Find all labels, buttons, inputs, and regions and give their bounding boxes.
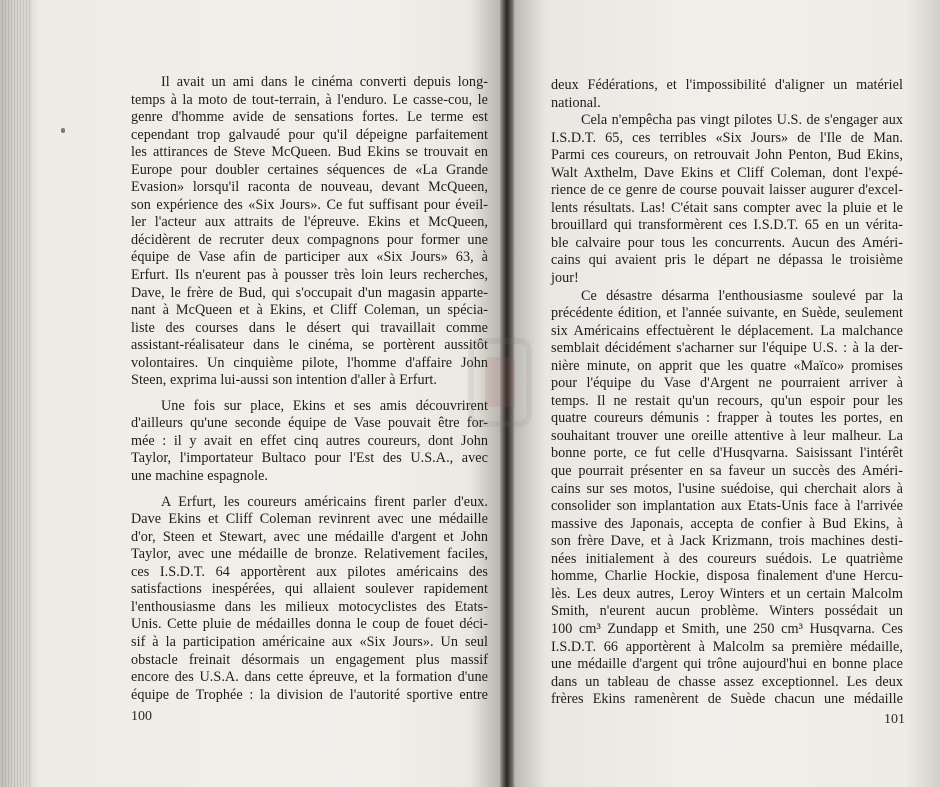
text-line: encore des U.S.A. dans cette épreuve, et la formation d'une	[131, 669, 488, 686]
text-line: massive des Japonais, accepta de confier à Bud Ekins, à	[551, 515, 903, 532]
text-line: A Erfurt, les coureurs américains firent parler d'eux.	[161, 493, 488, 510]
page-number-right: 101	[884, 712, 905, 727]
text-line: décidèrent de recruter deux compagnons pour former une	[131, 231, 488, 248]
text-line: satisfactions inespérées, qui allaient soulever rapidement	[131, 581, 488, 598]
text-line: pour l'équipe du Vase d'Argent ne pourraient arriver à	[551, 375, 903, 392]
text-line: l'enthousiasme dans les milieux motocyclistes des Etats-	[131, 598, 488, 615]
text-line: précédente édition, et l'année suivante, en Suède, seulement	[551, 305, 903, 322]
text-line: Unis. Cette pluie de médailles donna le coup de fouet déci-	[131, 616, 488, 633]
page-number-left: 100	[131, 709, 152, 724]
text-line: Parmi ces coureurs, on retrouvait John Penton, Bud Ekins,	[551, 147, 903, 164]
text-line: les attirances de Steve McQueen. Bud Ekins se trouvait en	[131, 144, 488, 161]
text-line: assistant-réalisateur dans le cinéma, se portèrent aussitôt	[131, 337, 488, 354]
text-line: cains sur ses motos, l'usine suédoise, qui cherchait alors à	[551, 480, 903, 497]
text-line: ces I.S.D.T. 64 apportèrent aux pilotes américains des	[131, 563, 488, 580]
text-line: que pourrait présenter en sa faveur un succès des Améri-	[551, 463, 903, 480]
right-page-text	[551, 77, 903, 709]
text-line: homme, Charlie Hockie, disposa finalement d'une Hercu-	[551, 568, 903, 585]
text-line: Europe pour doubler certaines séquences de «La Grande	[131, 161, 488, 178]
text-line: ble calvaire pour tous les concurrents. Aucun des Améri-	[551, 234, 903, 251]
text-line: dans un tableau de chasse assez exceptionnel. Les deux	[551, 673, 903, 690]
text-line: six Américains effectuèrent le déplacement. La malchance	[551, 322, 903, 339]
text-line: d'ailleurs qu'une seconde équipe de Vase pouvait être for-	[131, 415, 488, 432]
text-line: deux Fédérations, et l'impossibilité d'aligner un matériel	[551, 77, 903, 93]
text-line: équipe de Vase afin de participer aux «Six Jours» 63, à	[131, 249, 488, 266]
text-line: son frère Dave, et à Jack Krizmann, trois machines desti-	[551, 533, 903, 550]
text-line: Taylor, avec une médaille de bronze. Relativement faciles,	[131, 546, 488, 563]
text-line: jour!	[551, 270, 579, 287]
text-line: lents résultats. Las! C'était sans compter avec la pluie et le	[551, 199, 903, 216]
text-line: quatre coureurs démunis : frapper à toutes les portes, en	[551, 410, 903, 427]
text-line: rience de ce genre de course pouvait laisser augurer d'excel-	[551, 182, 903, 199]
text-line: souhaitant trouver une oreille attentive à leur malheur. La	[551, 427, 903, 444]
text-line: obstacle freinait désormais un engagement plus massif	[131, 651, 488, 668]
margin-mark	[61, 128, 65, 133]
text-line: Dave Ekins et Cliff Coleman revinrent avec une médaille	[131, 511, 488, 528]
text-line: bonne porte, ce fut celle d'Husqvarna. Saisissant l'intérêt	[551, 445, 903, 462]
text-line: une médaille d'argent qui trône aujourd'hui en bonne place	[551, 656, 903, 673]
text-line: nées initialement à des coureurs suédois. Le quatrième	[551, 550, 903, 567]
text-line: cependant trop galvaudé pour qu'il dépeigne parfaitement	[131, 126, 488, 143]
text-line: Erfurt. Ils n'eurent pas à pousser très loin leurs recherches,	[131, 267, 488, 284]
left-page-text	[131, 74, 488, 704]
book-gutter	[500, 0, 514, 787]
text-line: semblait décidément s'acharner sur l'équipe U.S. : à la der-	[551, 340, 903, 357]
text-line: Steen, exprima lui-aussi son intention d'aller à Erfurt.	[131, 372, 437, 389]
text-line: consolider son implantation aux Etats-Unis face à l'arrivée	[551, 498, 903, 515]
text-line: 100 cm³ Zundapp et Smith, une 250 cm³ Husqvarna. Ces	[551, 620, 903, 637]
text-line: I.S.D.T. 66 apportèrent à Malcolm sa première médaille,	[551, 638, 903, 655]
text-line: Evasion» lorsqu'il raconta de nouveau, devant McQueen,	[131, 179, 488, 196]
text-line: frères Ekins ramenèrent de Suède chacun une médaille	[551, 691, 903, 708]
text-line: Une fois sur place, Ekins et ses amis découvrirent	[161, 397, 488, 414]
text-line: genre d'homme avide de sensations fortes. Le terme est	[131, 109, 488, 126]
text-line: Walt Axthelm, Dave Ekins et Cliff Coleman, dont l'expé-	[551, 164, 903, 181]
text-line: sif à la participation américaine aux «Six Jours». Un seul	[131, 633, 488, 650]
text-line: son expérience des «Six Jours». Ce fut suffisant pour éveil-	[131, 196, 488, 213]
text-line: volontaires. Un cinquième pilote, l'homme d'affaire John	[131, 354, 488, 371]
text-line: Ce désastre désarma l'enthousiasme soulevé par la	[581, 287, 903, 304]
text-line: I.S.D.T. 65, ces terribles «Six Jours» de l'Ile de Man.	[551, 129, 903, 146]
text-line: d'or, Steen et Stewart, avec une médaille d'argent et John	[131, 528, 488, 545]
text-line: brouillard qui transformèrent ces I.S.D.T. 65 en un vérita-	[551, 217, 903, 234]
text-line: temps. Il ne restait qu'un recours, qu'un espoir pour les	[551, 392, 903, 409]
text-line: Dave, le frère de Bud, qui s'occupait d'un magasin apparte-	[131, 284, 488, 301]
text-line: liste des courses dans le désert qui travaillait comme	[131, 319, 488, 336]
text-line: Taylor, l'importateur Bultaco pour l'Est des U.S.A., avec	[131, 450, 488, 467]
text-line: équipe de Trophée : la division de l'autorité sportive entre	[131, 686, 488, 703]
text-line: national.	[551, 94, 601, 111]
text-line: nière minute, on apprit que les quatre «Maïco» promises	[551, 357, 903, 374]
page-edge-stack	[0, 0, 32, 787]
text-line: temps à la moto de tout-terrain, à l'enduro. Le casse-cou, le	[131, 91, 488, 108]
text-line: Cela n'empêcha pas vingt pilotes U.S. de s'engager aux	[581, 112, 903, 129]
text-line: ler l'acteur aux attraits de l'épreuve. Ekins et McQueen,	[131, 214, 488, 231]
text-line: nant à McQueen et à Ekins, et Cliff Coleman, un spécia-	[131, 302, 488, 319]
text-line: lès. Les deux autres, Leroy Winters et un certain Malcolm	[551, 585, 903, 602]
text-line: une machine espagnole.	[131, 468, 269, 485]
text-line: Il avait un ami dans le cinéma converti depuis long-	[161, 74, 488, 90]
text-line: Smith, n'eurent aucun problème. Winters possédait un	[551, 603, 903, 620]
text-line: cains qui avaient pris le départ ne dépassa le troisième	[551, 252, 903, 269]
text-line: mée : il y avait en effet cinq autres coureurs, dont John	[131, 432, 488, 449]
